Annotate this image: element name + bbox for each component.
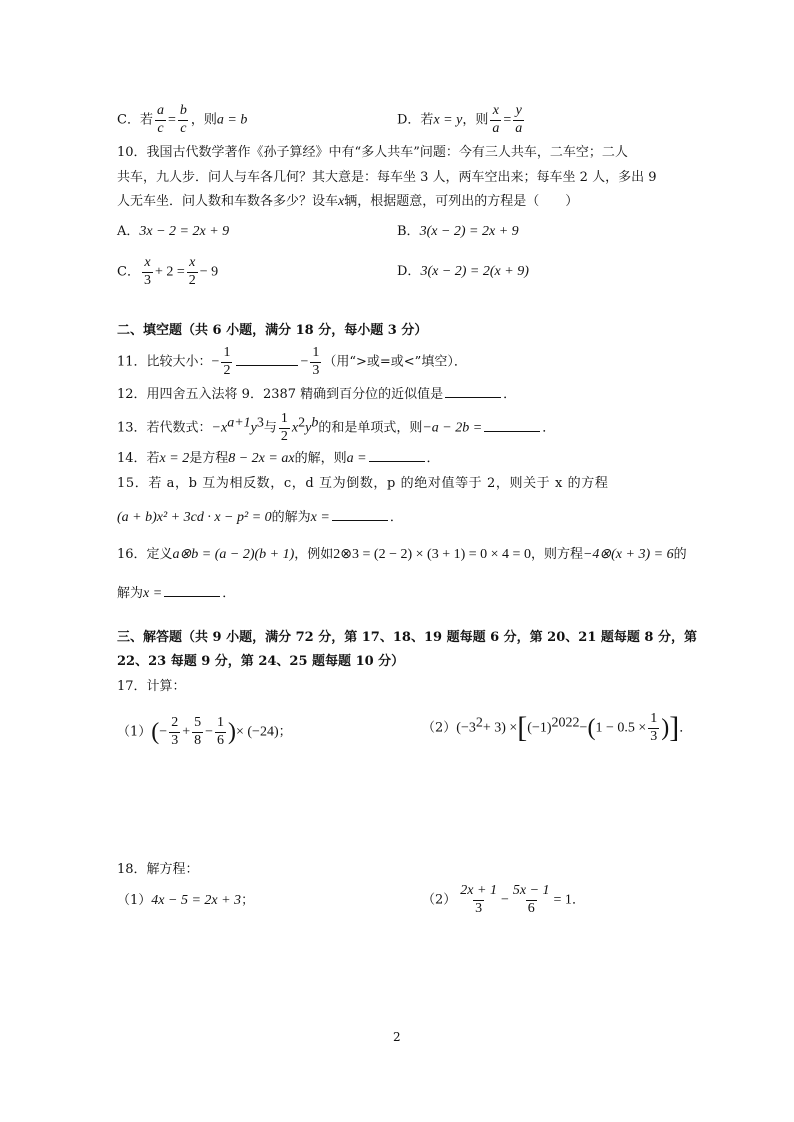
question-14: 14．若x = 2是方程8 − 2x = ax的解，则a = ． <box>117 451 440 466</box>
section-3-title-line-2: 22、23 每题 9 分，第 24、25 题每题 10 分） <box>117 654 405 669</box>
question-17-part-2: $(2)(-3^2+ 3) \times[(-1)^{2022}-(1 - 0.5$ × $\frac{1}{3}$ )]． <box>422 711 693 745</box>
question-15-line-1: 15．若 a，b 互为相反数，c，d 互为倒数，p 的绝对值等于 2，则关于 x 的方程 <box>117 476 609 491</box>
fraction: $\frac{5x - 1}{6}$ <box>512 883 550 916</box>
q10-line-3: 人无车坐．问人数和车数各多少？设车x辆，根据题意，可列出的方程是（ ） <box>117 194 579 209</box>
answer-blank[interactable] <box>236 364 298 366</box>
question-15-line-2: (a + b)x² + 3cd · x − p² = 0的解为x = ． <box>117 510 403 525</box>
question-12: 12．用四舍五入法将 9．2387 精确到百分位的近似值是 ． <box>117 387 517 402</box>
question-17-title: 17．计算： <box>117 679 186 694</box>
fraction: $\frac{b}{c}$ <box>179 103 187 136</box>
fraction: $\frac{1}{3}$ <box>312 345 320 378</box>
fraction: $\frac{x}{a}$ <box>492 103 500 136</box>
fraction: $\frac{1}{6}$ <box>217 715 224 748</box>
fraction: $\frac{1}{2}$ <box>223 345 231 378</box>
q10-option-d: D．3(x − 2) = 2(x + 9) <box>397 264 529 279</box>
answer-blank[interactable] <box>164 595 220 597</box>
question-18-part-1: （1）4x − 5 = 2x + 3； <box>117 893 255 908</box>
q10-option-c: C． $\frac{x}{3}$ + 2 = $\frac{x}{2}$ − 9 <box>117 255 219 288</box>
question-11: 11．比较大小：− $\frac{1}{2}$ − $\frac{1}{3}$ （用“>或=或<”填空）． <box>117 345 467 378</box>
section-3-title-line-1: 三、解答题（共 9 小题，满分 72 分，第 17、18、19 题每题 6 分，第 20、21 题每题 8 分，第 <box>117 630 697 645</box>
question-17-part-1: （1）(− $\frac{2}{3}$ + $\frac{5}{8}$ − $\frac{1}{6}$ )× (−24)； <box>117 715 292 748</box>
q9-option-d: D．若x = y，则 $\frac{x}{a}$ = $\frac{y}{a}$ <box>397 103 523 136</box>
fraction: $\frac{1}{3}$ <box>650 711 658 744</box>
q9-option-c: C．若 $\frac{a}{c}$ = $\frac{b}{c}$ ，则a = b <box>117 103 248 136</box>
question-18-part-2: （2） $\frac{2x + 1}{3}$ − $\frac{5x - 1}{6}$ = 1． <box>422 883 585 916</box>
fraction: $\frac{5}{8}$ <box>194 715 202 748</box>
fraction: $\frac{a}{c}$ <box>156 103 164 136</box>
fraction: $\frac{2x + 1}{3}$ <box>460 883 497 916</box>
answer-blank[interactable] <box>332 519 388 521</box>
question-18-title: 18．解方程： <box>117 862 199 877</box>
question-13: 13．若代数式：$-x^{a+1}y^3$与 $\frac{1}{2}$ $x^2y^b$的和是单项式，则−a − 2b = ． <box>117 411 556 444</box>
q10-line-1: 10．我国古代数学著作《孙子算经》中有“多人共车”问题：今有三人共车，二车空；二人 <box>117 145 628 160</box>
question-16-line-2: 解为x = ． <box>117 586 236 601</box>
fraction: $\frac{x}{3}$ <box>143 255 151 288</box>
fraction: $\frac{x}{2}$ <box>188 255 196 288</box>
fraction: $\frac{1}{2}$ <box>280 411 288 444</box>
answer-blank[interactable] <box>484 430 540 432</box>
question-16-line-1: 16．定义a⊗b = (a − 2)(b + 1)，例如2⊗3 = (2 − 2) × (3 + 1) = 0 × 4 = 0，则方程−4⊗(x + 3) = 6的 <box>117 547 687 562</box>
answer-blank[interactable] <box>369 460 425 462</box>
page-number: 2 <box>393 1030 401 1044</box>
fraction: $\frac{y}{a}$ <box>515 103 523 136</box>
q10-line-2: 共车，九人步．问人与车各几何？其大意是：每车坐 3 人，两车空出来；每车坐 2 人，多出 9 <box>117 170 657 185</box>
fraction: $\frac{2}{3}$ <box>171 715 179 748</box>
q10-option-a: A．3x − 2 = 2x + 9 <box>117 224 230 239</box>
q10-option-b: B．3(x − 2) = 2x + 9 <box>397 224 519 239</box>
answer-blank[interactable] <box>445 396 501 398</box>
section-2-title: 二、填空题（共 6 小题，满分 18 分，每小题 3 分） <box>117 323 428 338</box>
